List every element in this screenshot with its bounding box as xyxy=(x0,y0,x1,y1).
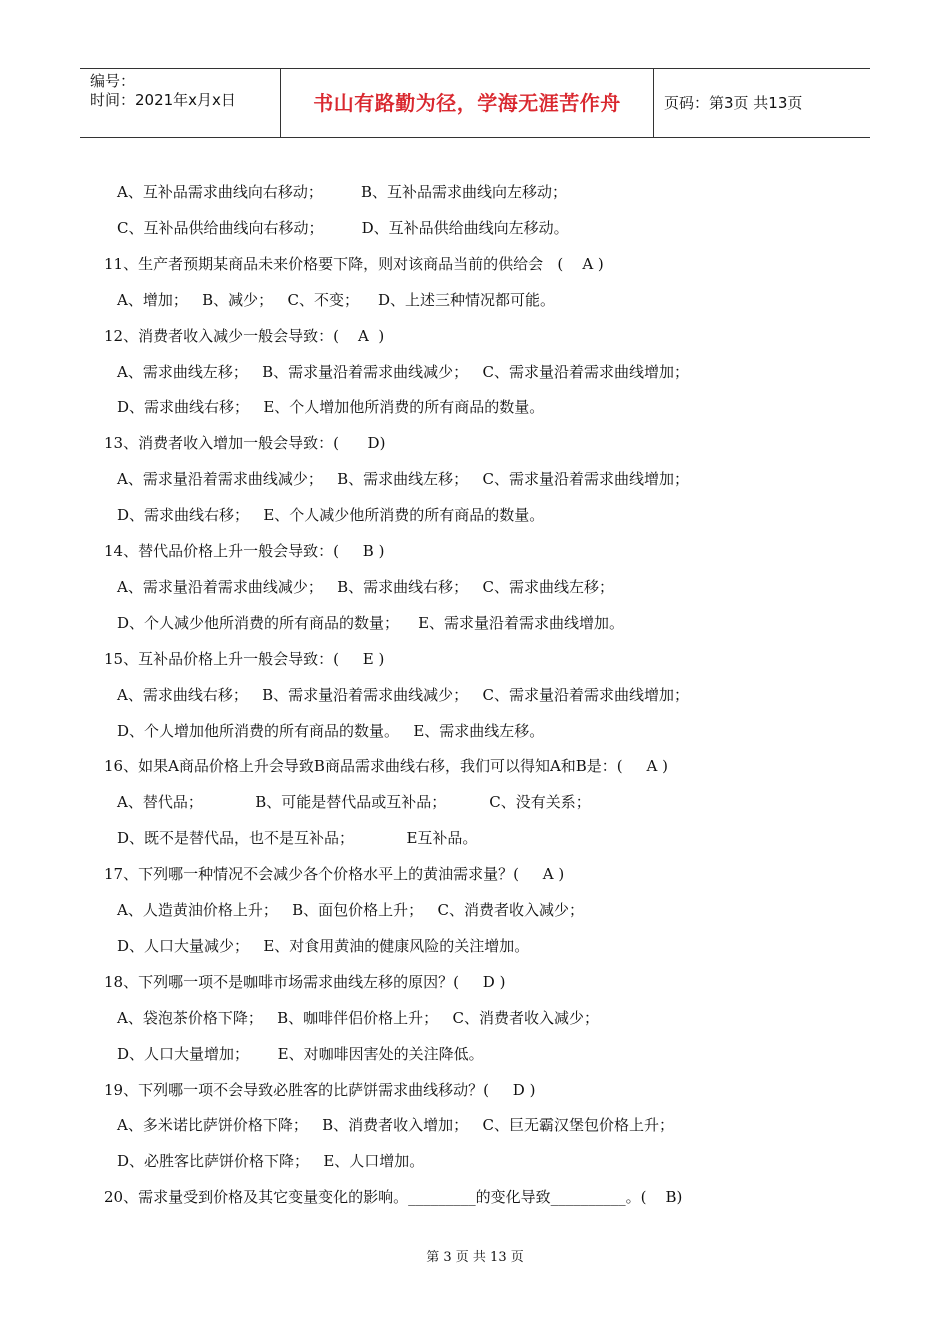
question-line: 14、替代品价格上升一般会导致：( B ) xyxy=(104,542,385,560)
question-line: 20、需求量受到价格及其它变量变化的影响。_________的变化导致__________。( B) xyxy=(104,1188,683,1206)
option-line: A、多米诺比萨饼价格下降； B、消费者收入增加； C、巨无霸汉堡包价格上升； xyxy=(117,1116,674,1134)
option-line: A、需求量沿着需求曲线减少； B、需求曲线左移； C、需求量沿着需求曲线增加； xyxy=(117,470,689,488)
option-line: A、替代品； B、可能是替代品或互补品； C、没有关系； xyxy=(117,793,591,811)
option-line: D、人口大量增加； E、对咖啡因害处的关注降低。 xyxy=(117,1045,484,1063)
header-page-cell xyxy=(654,69,870,137)
date-line: 时间：2021年x月x日 xyxy=(90,91,236,109)
option-line: D、既不是替代品，也不是互补品； E互补品。 xyxy=(117,829,478,847)
option-line: C、互补品供给曲线向右移动； D、互补品供给曲线向左移动。 xyxy=(117,219,569,237)
option-line: A、袋泡茶价格下降； B、咖啡伴侣价格上升； C、消费者收入减少； xyxy=(117,1009,599,1027)
question-line: 17、下列哪一种情况不会减少各个价格水平上的黄油需求量？( A ) xyxy=(104,865,565,883)
option-line: A、增加； B、减少； C、不变； D、上述三种情况都可能。 xyxy=(117,291,556,309)
motto: 书山有路勤为径，学海无涯苦作舟 xyxy=(313,91,621,115)
option-line: A、需求曲线右移； B、需求量沿着需求曲线减少； C、需求量沿着需求曲线增加； xyxy=(117,686,689,704)
page-info: 页码：第3页 共13页 xyxy=(664,94,803,112)
page-footer: 第 3 页 共 13 页 xyxy=(426,1250,524,1265)
code-label: 编号： xyxy=(90,72,136,90)
option-line: A、互补品需求曲线向右移动； B、互补品需求曲线向左移动； xyxy=(117,183,568,201)
question-line: 19、下列哪一项不会导致必胜客的比萨饼需求曲线移动？( D ) xyxy=(104,1081,536,1099)
question-line: 11、生产者预期某商品未来价格要下降，则对该商品当前的供给会 ( A ) xyxy=(104,255,604,273)
header-left-cell xyxy=(80,69,281,137)
option-line: D、个人增加他所消费的所有商品的数量。 E、需求曲线左移。 xyxy=(117,722,545,740)
header-motto-cell xyxy=(281,69,654,137)
option-line: D、必胜客比萨饼价格下降； E、人口增加。 xyxy=(117,1152,425,1170)
question-line: 18、下列哪一项不是咖啡市场需求曲线左移的原因？( D ) xyxy=(104,973,506,991)
option-line: D、个人减少他所消费的所有商品的数量； E、需求量沿着需求曲线增加。 xyxy=(117,614,625,632)
question-line: 16、如果A商品价格上升会导致B商品需求曲线右移，我们可以得知A和B是：( A ) xyxy=(104,757,668,775)
option-line: A、需求量沿着需求曲线减少； B、需求曲线右移； C、需求曲线左移； xyxy=(117,578,614,596)
option-line: D、需求曲线右移； E、个人减少他所消费的所有商品的数量。 xyxy=(117,506,545,524)
page-header xyxy=(80,68,870,138)
question-line: 15、互补品价格上升一般会导致：( E ) xyxy=(104,650,385,668)
question-line: 12、消费者收入减少一般会导致：( A ) xyxy=(104,327,385,345)
question-line: 13、消费者收入增加一般会导致：( D) xyxy=(104,434,386,452)
option-line: D、需求曲线右移； E、个人增加他所消费的所有商品的数量。 xyxy=(117,398,545,416)
option-line: A、需求曲线左移； B、需求量沿着需求曲线减少； C、需求量沿着需求曲线增加； xyxy=(117,363,689,381)
option-line: D、人口大量减少； E、对食用黄油的健康风险的关注增加。 xyxy=(117,937,530,955)
option-line: A、人造黄油价格上升； B、面包价格上升； C、消费者收入减少； xyxy=(117,901,584,919)
